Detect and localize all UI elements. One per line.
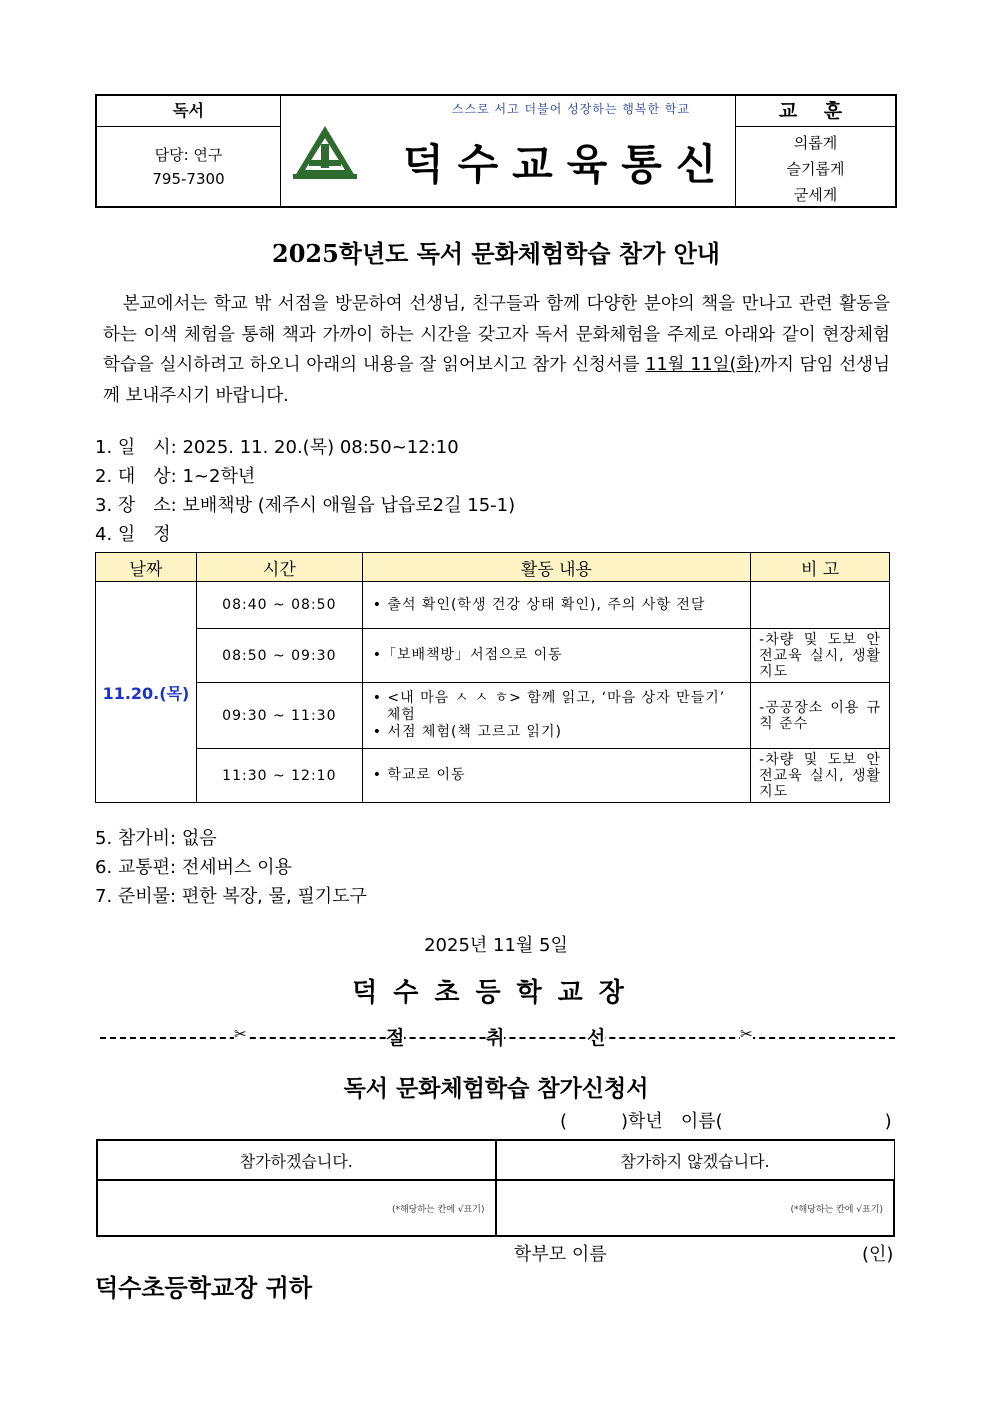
table-row [96, 629, 890, 683]
table-header-row [96, 553, 890, 582]
column-header-activity: 활동 내용 [362, 553, 750, 582]
page-title: 2025학년도 독서 문화체험학습 참가 안내 [272, 239, 720, 268]
row-note [751, 582, 890, 629]
item-target: 2. 대 상: 1~2학년 [95, 466, 256, 487]
intro-paragraph [103, 289, 890, 411]
motto-line-3: 굳세게 [793, 186, 838, 204]
intro-deadline: 11월 11일(화) [645, 355, 761, 375]
not-attend-checkbox-cell[interactable]: (*해당하는 칸에 √표기) [496, 1180, 895, 1236]
row-time: 09:30 ~ 11:30 [196, 683, 362, 749]
header-left-cell [97, 96, 281, 206]
scissors-icon: ✂ [740, 1025, 753, 1043]
grade-name-line[interactable]: ( )학년 이름( ) [560, 1111, 892, 1132]
item-transport: 6. 교통편: 전세버스 이용 [95, 857, 292, 878]
column-header-note: 비 고 [751, 553, 890, 582]
row-time: 11:30 ~ 12:10 [196, 749, 362, 803]
not-attend-option-label: 참가하지 않겠습니다. [496, 1140, 895, 1180]
header-category: 독서 [97, 96, 280, 127]
row-activity [362, 582, 750, 629]
scissors-icon: ✂ [234, 1025, 247, 1043]
school-logo-icon [291, 124, 359, 180]
item-schedule-label: 4. 일 정 [95, 524, 171, 545]
motto-line-2: 슬기롭게 [786, 160, 845, 178]
column-header-date: 날짜 [96, 553, 197, 582]
item-datetime: 1. 일 시: 2025. 11. 20.(목) 08:50~12:10 [95, 437, 459, 458]
row-activity [362, 629, 750, 683]
schedule-date: 11.20.(목) [96, 582, 197, 803]
table-row [96, 683, 890, 749]
row-note: -차량 및 도보 안전교육 실시, 생활지도 [751, 629, 890, 683]
table-row [96, 582, 890, 629]
schedule-table [95, 552, 890, 803]
row-activity [362, 749, 750, 803]
row-activity [362, 683, 750, 749]
item-place: 3. 장 소: 보배책방 (제주시 애월읍 납읍로2길 15-1) [95, 495, 516, 516]
activity-line: • 서점 체험(책 고르고 읽기) [372, 724, 562, 740]
activity-line: • 출석 확인(학생 건강 상태 확인), 주의 사항 전달 [372, 596, 706, 613]
principal-signature: 덕수초등학교장 [352, 978, 640, 1008]
row-note: -공공장소 이용 규칙 준수 [751, 683, 890, 749]
intro-text-after: 까지 담임 선생님께 보내주시기 바랍니다. [103, 355, 890, 406]
header-right-cell [735, 96, 895, 206]
column-header-time: 시간 [196, 553, 362, 582]
cut-label-2: 취 [486, 1023, 504, 1050]
cut-label-3: 선 [587, 1023, 605, 1050]
table-row [96, 749, 890, 803]
cut-label-1: 절 [386, 1023, 404, 1050]
activity-line: • 학교로 이동 [372, 767, 466, 783]
recipient-line: 덕수초등학교장 귀하 [95, 1274, 313, 1302]
issue-date: 2025년 11월 5일 [424, 935, 568, 956]
item-supplies: 7. 준비물: 편한 복장, 물, 필기도구 [95, 886, 367, 907]
response-table [96, 1139, 895, 1237]
attend-checkbox-cell[interactable]: (*해당하는 칸에 √표기) [97, 1180, 496, 1236]
intro-text-before: 본교에서는 학교 밖 서점을 방문하여 선생님, 친구들과 함께 다양한 분야의 책을 만나고 관련 활동을 하는 이색 체험을 통해 책과 가까이 하는 시간을 갖고자 독서 문화체험을 주제로 아래와 같이 현장체험학습을 실시하려고 하오니 아래의 내용을 잘 읽어보시고 참가 신청서를 [103, 294, 890, 375]
newsletter-title: 덕수교육통신 [403, 140, 731, 189]
parent-name-label: 학부모 이름 [514, 1244, 607, 1265]
contact-label: 담당: 연구 [154, 146, 223, 164]
motto-title: 교 훈 [736, 96, 895, 127]
school-slogan: 스스로 서고 더불어 성장하는 행복한 학교 [451, 102, 691, 116]
contact-phone: 795-7300 [152, 170, 225, 188]
motto-line-1: 의롭게 [793, 134, 838, 152]
newsletter-header [95, 94, 897, 208]
row-note: -차량 및 도보 안전교육 실시, 생활지도 [751, 749, 890, 803]
activity-line: • <내 마음 ㅅ ㅅ ㅎ> 함께 읽고, ‘마음 상자 만들기’ 체험 [372, 690, 726, 723]
cut-line [100, 1026, 895, 1048]
row-time: 08:40 ~ 08:50 [196, 582, 362, 629]
seal-mark: (인) [862, 1244, 894, 1265]
item-fee: 5. 참가비: 없음 [95, 828, 217, 849]
attend-option-label: 참가하겠습니다. [97, 1140, 496, 1180]
row-time: 08:50 ~ 09:30 [196, 629, 362, 683]
form-title: 독서 문화체험학습 참가신청서 [343, 1076, 649, 1102]
activity-line: •「보배책방」서점으로 이동 [372, 647, 563, 663]
